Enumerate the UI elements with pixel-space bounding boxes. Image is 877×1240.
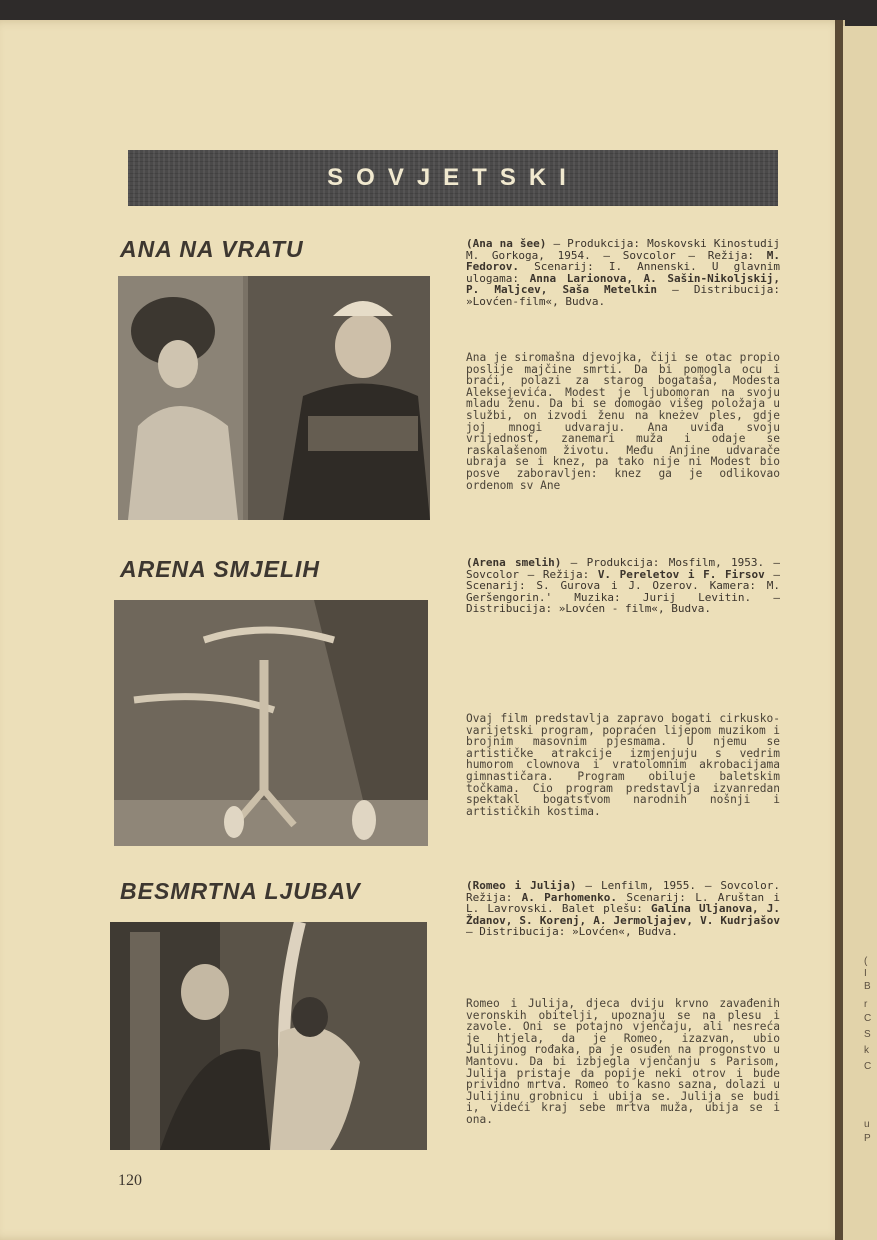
- film-synopsis: Ovaj film predstavlja zapravo bogati cirkusko-varijetski program, popraćen lijepom muzikom i brojnim masovnim pjesmama. U njemu se artističke atrakcije izmjenjuju s vedrim humorom clownova i vratolomnim akrobacijama gimnastičara. Program obiluje baletskim točkama. Cio program predstavlja izvanredan spektakl bogatstvom narodnih nošnji i artističkih kostima.: [466, 712, 780, 818]
- credit-text: — Distribucija: »Lovćen-film«, Budva.: [466, 283, 780, 308]
- margin-letter: C: [864, 1061, 872, 1072]
- film-credits: [466, 880, 780, 938]
- film-title: ARENA SMJELIH: [120, 556, 320, 582]
- margin-letter: S: [864, 1029, 871, 1040]
- film-still-arena-smjelih: [114, 600, 428, 846]
- section-banner: [128, 150, 778, 206]
- next-page-edge: [843, 26, 877, 1240]
- credit-emphasis: V. Pereletov i F. Firsov: [597, 567, 765, 581]
- film-synopsis: Ana je siromašna djevojka, čiji se otac propio poslije majčine smrti. Da bi pomogla ocu i braći, polazi za starog bogataša, Modesta Aleksejevića. Modest je ljubomoran na svoju mladu ženu. Da bi se domogao višeg položaja u službi, on izvodi ženu na kneżev ples, gdje joj mnogi udvaraju. Ana uviđa svoju vrijednost, zanemari muža i odaje se raskalašenom životu. Među Anjine udvarače ubraja se i knez, pa tako nije ni Modest bio posve zaboravljen: knez ga je odlikovao ordenom sv Ane: [466, 351, 780, 492]
- credit-emphasis: Galina Uljanova, J. Ždanov, S. Korenj, A. Jermoljajev, V. Kudrjašov: [466, 902, 780, 927]
- credit-text: — Lenfilm, 1955. — Sovcolor. Režija:: [466, 879, 780, 904]
- film-title: BESMRTNA LJUBAV: [120, 878, 361, 904]
- film-still-ana-na-vratu: [118, 276, 430, 520]
- page-number: 120: [118, 1172, 142, 1189]
- margin-letter: I: [864, 968, 867, 979]
- margin-letter: B: [864, 981, 871, 992]
- credit-emphasis: Anna Larionova, A. Sašin-Nikoljskij, P. Maljcev, Saša Metelkin: [466, 271, 780, 297]
- margin-letter: (: [864, 956, 868, 967]
- credit-text: — Produkcija: Moskovski Kinostudij M. Gorkoga, 1954. — Sovcolor — Režija:: [466, 237, 780, 262]
- margin-letter: r: [864, 999, 868, 1010]
- credit-emphasis: (Arena smelih): [466, 556, 562, 569]
- film-title: ANA NA VRATU: [120, 236, 304, 262]
- film-synopsis: Romeo i Julija, djeca dviju krvno zavađenih veronskih obitelji, upoznaju se na plesu i zavole. Oni se potajno vjenčaju, ali nesreća je htjela, da je Romeo, izazvan, ubio Julijinog rođaka, pa je osuđen na progonstvo u Mantovu. Da bi izbjegla vjenčanju s Parisom, Julija pristaje da popije neki otrov i bude prividno mrtva. Romeo to kasno sazna, dolazi u Julijinu grobnicu i ubija se. Julija se budi i, videći kraj sebe mrtva muža, ubija se i ona.: [466, 997, 780, 1126]
- credit-text: Scenarij: L. Aruštan i L. Lavrovski. Balet plešu:: [466, 890, 781, 916]
- margin-letter: k: [864, 1045, 869, 1056]
- credit-emphasis: (Ana na šee): [466, 237, 547, 250]
- book-gutter: [835, 20, 843, 1240]
- credit-emphasis: M. Fedorov.: [466, 248, 780, 274]
- film-still-besmrtna-ljubav: [110, 922, 427, 1150]
- credit-text: Scenarij: I. Annenski. U glavnim ulogama:: [466, 260, 780, 285]
- credit-emphasis: A. Parhomenko.: [521, 890, 618, 904]
- margin-letter: u: [864, 1119, 870, 1130]
- margin-letter: C: [864, 1013, 872, 1024]
- credit-text: — Produkcija: Mosfilm, 1953. — Sovcolor — Režija:: [466, 556, 780, 581]
- credit-emphasis: (Romeo i Julija): [466, 879, 577, 892]
- credit-text: — Scenarij: S. Gurova i J. Ozerov. Kamera: M. Geršengorin.' Muzika: Jurij Levitin. — Distribucija: »Lovćen - film«, Budva.: [466, 567, 780, 616]
- margin-letter: P: [864, 1133, 871, 1144]
- section-banner-title: SOVJETSKI: [327, 164, 579, 191]
- credit-text: — Distribucija: »Lovćen«, Budva.: [466, 925, 678, 939]
- film-credits: [466, 238, 780, 308]
- film-credits: [466, 557, 780, 615]
